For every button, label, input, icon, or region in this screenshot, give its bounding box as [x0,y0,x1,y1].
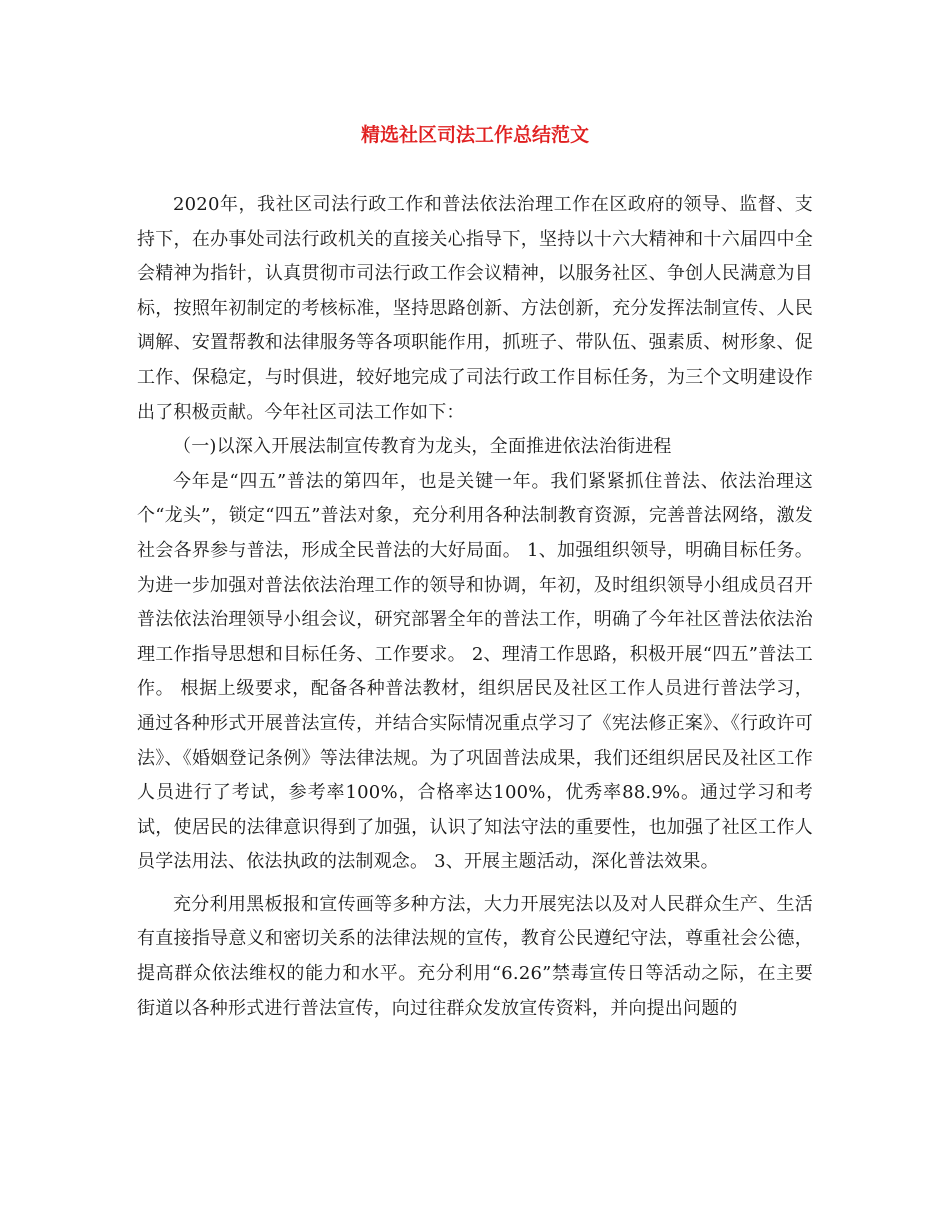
paragraph-intro: 2020年，我社区司法行政工作和普法依法治理工作在区政府的领导、监督、支持下，在办事处司法行政机关的直接关心指导下，坚持以十六大精神和十六届四中全会精神为指针，认真贯彻市司法行政工作会议精神，以服务社区、争创人民满意为目标，按照年初制定的考核标准，坚持思路创新、方法创新，充分发挥法制宣传、人民调解、安置帮教和法律服务等各项职能作用，抓班子、带队伍、强素质、树形象、促工作、保稳定，与时俱进，较好地完成了司法行政工作目标任务，为三个文明建设作出了积极贡献。今年社区司法工作如下： [137,194,813,423]
paragraph-legal-education: 今年是“四五”普法的第四年，也是关键一年。我们紧紧抓住普法、依法治理这个“龙头”，锁定“四五”普法对象，充分利用各种法制教育资源，完善普法网络，激发社会各界参与普法，形成全民普法的大好局面。 1、加强组织领导，明确目标任务。 为进一步加强对普法依法治理工作的领导和协调，年初，及时组织领导小组成员召开普法依法治理领导小组会议，研究部署全年的普法工作，明确了今年社区普法依法治理工作指导思想和目标任务、工作要求。 2、理清工作思路，积极开展“四五”普法工作。 根据上级要求，配备各种普法教材，组织居民及社区工作人员进行普法学习，通过各种形式开展普法宣传，并结合实际情况重点学习了《宪法修正案》、《行政许可法》、《婚姻登记条例》等法律法规。为了巩固普法成果，我们还组织居民及社区工作人员进行了考试，参考率100%，合格率达100%，优秀率88.9%。通过学习和考试，使居民的法律意识得到了加强，认识了知法守法的重要性，也加强了社区工作人员学法用法、依法执政的法制观念。 3、开展主题活动，深化普法效果。 [137,470,813,873]
paragraph-publicity: 充分利用黑板报和宣传画等多种方法，大力开展宪法以及对人民群众生产、生活有直接指导意义和密切关系的法律法规的宣传，教育公民遵纪守法，尊重社会公德，提高群众依法维权的能力和水平。充分利用“6.26”禁毒宣传日等活动之际，在主要街道以各种形式进行普法宣传，向过往群众发放宣传资料，并向提出问题的 [137,893,813,1019]
section-heading-1: （一)以深入开展法制宣传教育为龙头，全面推进依法治街进程 [173,436,672,458]
document-body [137,188,813,1026]
document-title: 精选社区司法工作总结范文 [360,124,589,146]
